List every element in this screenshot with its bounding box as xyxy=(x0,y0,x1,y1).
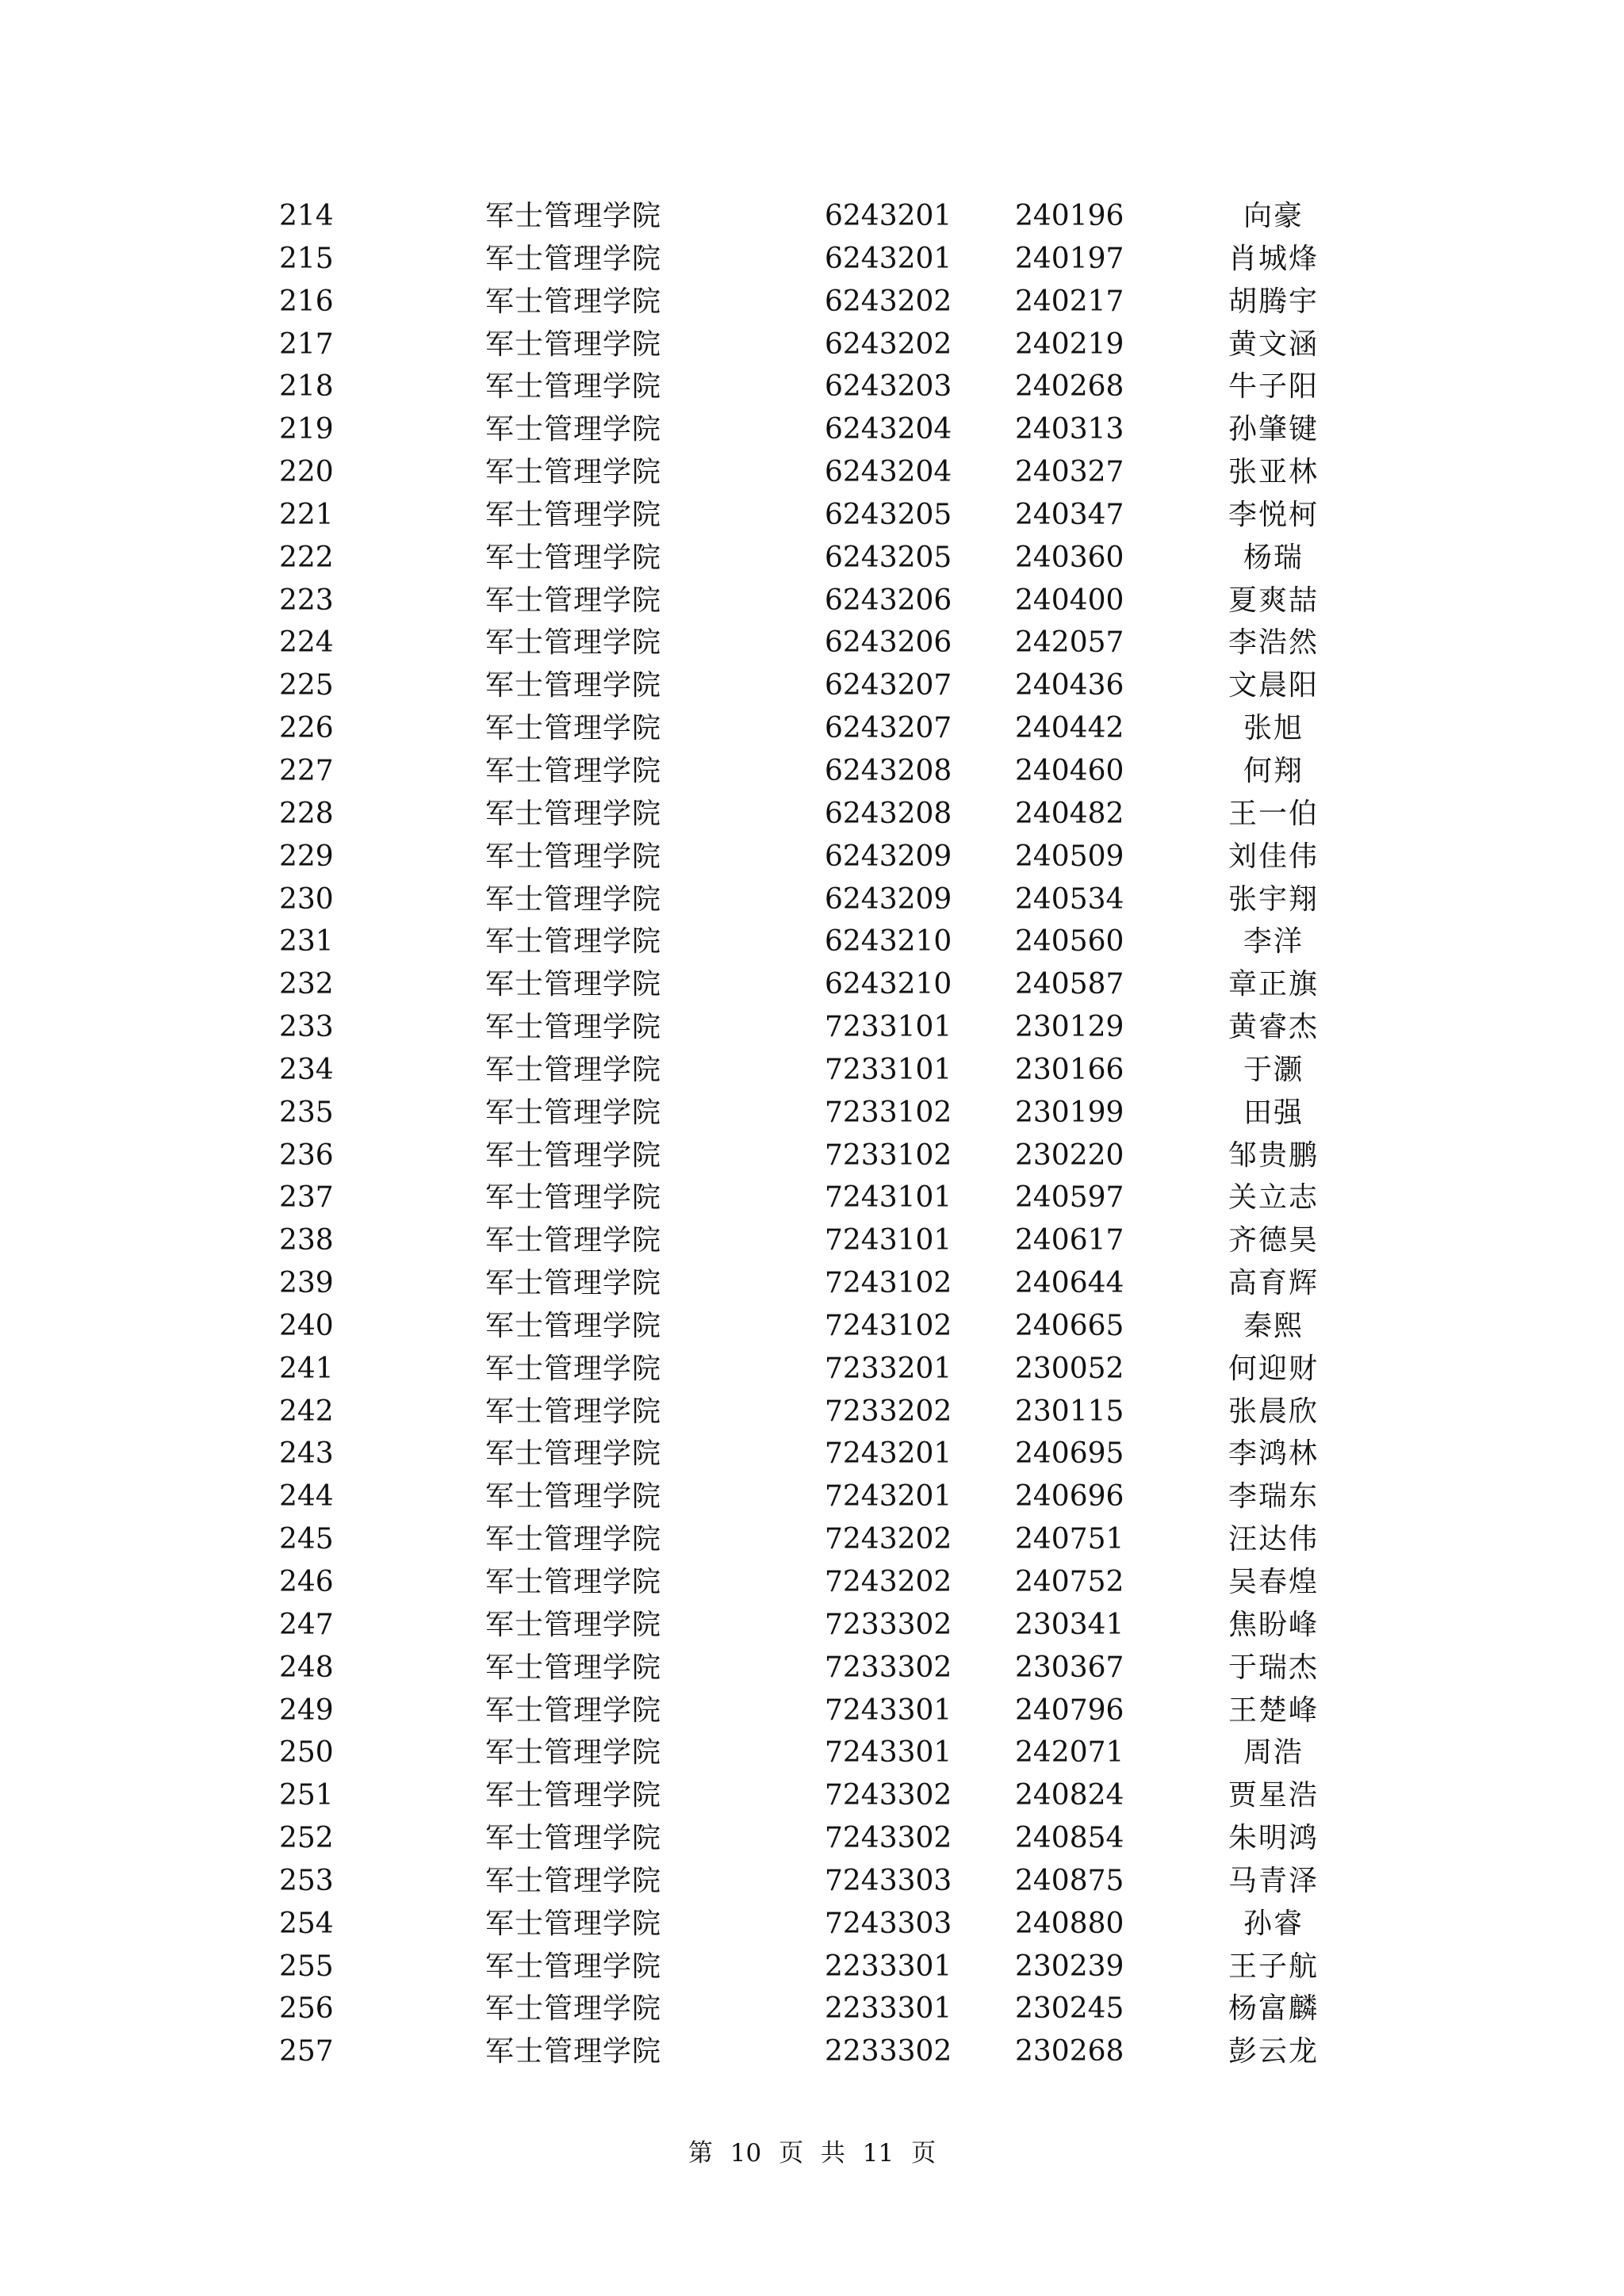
student-id-cell: 242071 xyxy=(1015,1736,1124,1770)
table-row xyxy=(0,238,1624,281)
student-id-cell: 240327 xyxy=(1015,456,1124,489)
class-code-cell: 7233302 xyxy=(825,1608,952,1641)
college-cell: 军士管理学院 xyxy=(485,370,662,404)
class-code-cell: 7243202 xyxy=(825,1523,952,1556)
footer-total-pages: 11 xyxy=(862,2139,894,2168)
college-cell: 军士管理学院 xyxy=(485,1053,662,1086)
student-id-cell: 240824 xyxy=(1015,1779,1124,1812)
student-name-cell: 田强 xyxy=(1243,1096,1304,1129)
student-name-cell: 邹贵鹏 xyxy=(1228,1138,1319,1172)
class-code-cell: 2233302 xyxy=(825,2035,952,2068)
student-id-cell: 240509 xyxy=(1015,840,1124,873)
table-row xyxy=(0,622,1624,664)
student-id-cell: 240875 xyxy=(1015,1864,1124,1897)
table-row xyxy=(0,836,1624,878)
college-cell: 军士管理学院 xyxy=(485,327,662,361)
row-number: 227 xyxy=(279,754,334,787)
class-code-cell: 6243206 xyxy=(825,626,952,660)
class-code-cell: 6243205 xyxy=(825,541,952,574)
table-row xyxy=(0,1305,1624,1348)
class-code-cell: 7243201 xyxy=(825,1437,952,1471)
student-id-cell: 240854 xyxy=(1015,1822,1124,1855)
student-id-cell: 240597 xyxy=(1015,1181,1124,1215)
student-name-cell: 李浩然 xyxy=(1228,626,1319,660)
college-cell: 军士管理学院 xyxy=(485,712,662,745)
class-code-cell: 6243203 xyxy=(825,370,952,404)
table-row xyxy=(0,878,1624,921)
student-id-cell: 240534 xyxy=(1015,882,1124,916)
footer-ye-2: 页 xyxy=(911,2139,936,2168)
student-id-cell: 240482 xyxy=(1015,797,1124,830)
student-name-cell: 刘佳伟 xyxy=(1228,840,1319,873)
college-cell: 军士管理学院 xyxy=(485,1651,662,1684)
student-name-cell: 张亚林 xyxy=(1228,456,1319,489)
table-row xyxy=(0,537,1624,580)
table-row xyxy=(0,1475,1624,1518)
student-name-cell: 高育辉 xyxy=(1228,1267,1319,1300)
table-row xyxy=(0,1219,1624,1262)
class-code-cell: 7243201 xyxy=(825,1480,952,1513)
roster-table xyxy=(0,195,1624,2073)
row-number: 237 xyxy=(279,1181,334,1215)
college-cell: 军士管理学院 xyxy=(485,1138,662,1172)
student-name-cell: 焦盼峰 xyxy=(1228,1608,1319,1641)
college-cell: 军士管理学院 xyxy=(485,498,662,531)
student-name-cell: 黄文涵 xyxy=(1228,327,1319,361)
student-id-cell: 240219 xyxy=(1015,327,1124,361)
table-row xyxy=(0,494,1624,537)
college-cell: 军士管理学院 xyxy=(485,413,662,446)
class-code-cell: 7243302 xyxy=(825,1822,952,1855)
student-id-cell: 242057 xyxy=(1015,626,1124,660)
table-row xyxy=(0,1006,1624,1049)
table-row xyxy=(0,1604,1624,1647)
row-number: 220 xyxy=(279,456,334,489)
student-name-cell: 李鸿林 xyxy=(1228,1437,1319,1471)
student-id-cell: 230129 xyxy=(1015,1011,1124,1044)
student-name-cell: 章正旗 xyxy=(1228,968,1319,1001)
student-id-cell: 230220 xyxy=(1015,1138,1124,1172)
table-row xyxy=(0,1135,1624,1177)
college-cell: 军士管理学院 xyxy=(485,200,662,232)
row-number: 238 xyxy=(279,1224,334,1257)
class-code-cell: 6243201 xyxy=(825,200,952,232)
student-name-cell: 张旭 xyxy=(1243,712,1304,745)
table-row xyxy=(0,750,1624,793)
student-id-cell: 240587 xyxy=(1015,968,1124,1001)
row-number: 245 xyxy=(279,1523,334,1556)
class-code-cell: 7233201 xyxy=(825,1352,952,1385)
student-id-cell: 240217 xyxy=(1015,285,1124,318)
college-cell: 军士管理学院 xyxy=(485,242,662,275)
class-code-cell: 6243210 xyxy=(825,968,952,1001)
college-cell: 军士管理学院 xyxy=(485,797,662,830)
student-id-cell: 240360 xyxy=(1015,541,1124,574)
student-id-cell: 240644 xyxy=(1015,1267,1124,1300)
table-row xyxy=(0,365,1624,408)
student-name-cell: 牛子阳 xyxy=(1228,370,1319,404)
class-code-cell: 6243208 xyxy=(825,754,952,787)
college-cell: 军士管理学院 xyxy=(485,1864,662,1897)
college-cell: 军士管理学院 xyxy=(485,1523,662,1556)
student-id-cell: 240560 xyxy=(1015,925,1124,959)
student-name-cell: 贾星浩 xyxy=(1228,1779,1319,1812)
class-code-cell: 7233302 xyxy=(825,1651,952,1684)
table-row xyxy=(0,1647,1624,1689)
table-row xyxy=(0,1689,1624,1732)
footer-gong: 共 xyxy=(820,2139,845,2168)
student-name-cell: 孙睿 xyxy=(1243,1907,1304,1940)
student-name-cell: 向豪 xyxy=(1243,200,1304,232)
student-name-cell: 胡腾宇 xyxy=(1228,285,1319,318)
table-row xyxy=(0,1860,1624,1903)
class-code-cell: 6243209 xyxy=(825,840,952,873)
row-number: 242 xyxy=(279,1395,334,1428)
row-number: 254 xyxy=(279,1907,334,1940)
student-id-cell: 240313 xyxy=(1015,413,1124,446)
class-code-cell: 7233102 xyxy=(825,1096,952,1129)
table-row xyxy=(0,1817,1624,1860)
student-name-cell: 李瑞东 xyxy=(1228,1480,1319,1513)
class-code-cell: 6243207 xyxy=(825,712,952,745)
college-cell: 军士管理学院 xyxy=(485,285,662,318)
college-cell: 军士管理学院 xyxy=(485,754,662,787)
row-number: 231 xyxy=(279,925,334,959)
college-cell: 军士管理学院 xyxy=(485,882,662,916)
table-row xyxy=(0,1988,1624,2030)
class-code-cell: 6243206 xyxy=(825,584,952,617)
table-row xyxy=(0,1433,1624,1475)
row-number: 228 xyxy=(279,797,334,830)
class-code-cell: 7233101 xyxy=(825,1011,952,1044)
student-name-cell: 李悦柯 xyxy=(1228,498,1319,531)
row-number: 226 xyxy=(279,712,334,745)
student-id-cell: 230115 xyxy=(1015,1395,1124,1428)
student-id-cell: 240197 xyxy=(1015,242,1124,275)
class-code-cell: 2233301 xyxy=(825,1950,952,1983)
student-name-cell: 汪达伟 xyxy=(1228,1523,1319,1556)
student-id-cell: 230052 xyxy=(1015,1352,1124,1385)
table-row xyxy=(0,1946,1624,1988)
table-row xyxy=(0,281,1624,323)
table-row xyxy=(0,1177,1624,1219)
table-row xyxy=(0,1518,1624,1561)
row-number: 255 xyxy=(279,1950,334,1983)
student-name-cell: 秦熙 xyxy=(1243,1309,1304,1342)
student-name-cell: 朱明鸿 xyxy=(1228,1822,1319,1855)
student-id-cell: 240752 xyxy=(1015,1566,1124,1598)
student-id-cell: 240617 xyxy=(1015,1224,1124,1257)
table-row xyxy=(0,664,1624,707)
class-code-cell: 2233301 xyxy=(825,1992,952,2026)
student-name-cell: 杨瑞 xyxy=(1243,541,1304,574)
student-name-cell: 王子航 xyxy=(1228,1950,1319,1983)
row-number: 225 xyxy=(279,669,334,702)
student-name-cell: 关立志 xyxy=(1228,1181,1319,1215)
row-number: 235 xyxy=(279,1096,334,1129)
footer-page-number: 10 xyxy=(730,2139,762,2168)
table-row xyxy=(0,2030,1624,2073)
college-cell: 军士管理学院 xyxy=(485,626,662,660)
row-number: 240 xyxy=(279,1309,334,1342)
student-name-cell: 王一伯 xyxy=(1228,797,1319,830)
table-row xyxy=(0,1561,1624,1604)
row-number: 252 xyxy=(279,1822,334,1855)
college-cell: 军士管理学院 xyxy=(485,1992,662,2026)
table-row xyxy=(0,920,1624,963)
student-name-cell: 杨富麟 xyxy=(1228,1992,1319,2026)
row-number: 234 xyxy=(279,1053,334,1086)
college-cell: 军士管理学院 xyxy=(485,1352,662,1385)
row-number: 224 xyxy=(279,626,334,660)
student-id-cell: 240880 xyxy=(1015,1907,1124,1940)
class-code-cell: 6243204 xyxy=(825,456,952,489)
table-row xyxy=(0,793,1624,836)
college-cell: 军士管理学院 xyxy=(485,1779,662,1812)
student-id-cell: 230341 xyxy=(1015,1608,1124,1641)
college-cell: 军士管理学院 xyxy=(485,584,662,617)
class-code-cell: 7233101 xyxy=(825,1053,952,1086)
student-name-cell: 文晨阳 xyxy=(1228,669,1319,702)
row-number: 216 xyxy=(279,285,334,318)
college-cell: 军士管理学院 xyxy=(485,1224,662,1257)
footer-ye: 页 xyxy=(779,2139,804,2168)
class-code-cell: 7243302 xyxy=(825,1779,952,1812)
student-id-cell: 240796 xyxy=(1015,1693,1124,1727)
class-code-cell: 6243208 xyxy=(825,797,952,830)
student-id-cell: 240460 xyxy=(1015,754,1124,787)
student-id-cell: 240436 xyxy=(1015,669,1124,702)
student-id-cell: 240442 xyxy=(1015,712,1124,745)
row-number: 251 xyxy=(279,1779,334,1812)
class-code-cell: 7243303 xyxy=(825,1907,952,1940)
college-cell: 军士管理学院 xyxy=(485,541,662,574)
row-number: 215 xyxy=(279,242,334,275)
row-number: 221 xyxy=(279,498,334,531)
table-row xyxy=(0,1903,1624,1946)
college-cell: 军士管理学院 xyxy=(485,1096,662,1129)
page-footer xyxy=(0,2137,1624,2169)
class-code-cell: 6243207 xyxy=(825,669,952,702)
college-cell: 军士管理学院 xyxy=(485,968,662,1001)
row-number: 244 xyxy=(279,1480,334,1513)
table-row xyxy=(0,580,1624,622)
class-code-cell: 7233202 xyxy=(825,1395,952,1428)
student-id-cell: 230239 xyxy=(1015,1950,1124,1983)
college-cell: 军士管理学院 xyxy=(485,1950,662,1983)
class-code-cell: 7243102 xyxy=(825,1309,952,1342)
row-number: 250 xyxy=(279,1736,334,1770)
student-id-cell: 240751 xyxy=(1015,1523,1124,1556)
college-cell: 军士管理学院 xyxy=(485,1309,662,1342)
row-number: 218 xyxy=(279,370,334,404)
table-row xyxy=(0,1774,1624,1817)
table-row xyxy=(0,408,1624,451)
table-row xyxy=(0,323,1624,366)
student-id-cell: 240696 xyxy=(1015,1480,1124,1513)
row-number: 257 xyxy=(279,2035,334,2068)
student-id-cell: 240400 xyxy=(1015,584,1124,617)
class-code-cell: 6243201 xyxy=(825,242,952,275)
student-name-cell: 黄睿杰 xyxy=(1228,1011,1319,1044)
table-row xyxy=(0,195,1624,238)
student-name-cell: 夏爽喆 xyxy=(1228,584,1319,617)
college-cell: 军士管理学院 xyxy=(485,456,662,489)
row-number: 247 xyxy=(279,1608,334,1641)
college-cell: 军士管理学院 xyxy=(485,1693,662,1727)
student-id-cell: 240347 xyxy=(1015,498,1124,531)
footer-di: 第 xyxy=(688,2139,713,2168)
student-name-cell: 王楚峰 xyxy=(1228,1693,1319,1727)
student-id-cell: 240196 xyxy=(1015,200,1124,232)
class-code-cell: 6243205 xyxy=(825,498,952,531)
row-number: 253 xyxy=(279,1864,334,1897)
class-code-cell: 7243303 xyxy=(825,1864,952,1897)
student-name-cell: 于灏 xyxy=(1243,1053,1304,1086)
table-row xyxy=(0,1049,1624,1092)
college-cell: 军士管理学院 xyxy=(485,1480,662,1513)
row-number: 233 xyxy=(279,1011,334,1044)
class-code-cell: 7243301 xyxy=(825,1736,952,1770)
student-name-cell: 吴春煌 xyxy=(1228,1566,1319,1598)
college-cell: 军士管理学院 xyxy=(485,1566,662,1598)
class-code-cell: 6243209 xyxy=(825,882,952,916)
row-number: 248 xyxy=(279,1651,334,1684)
college-cell: 军士管理学院 xyxy=(485,1437,662,1471)
student-name-cell: 周浩 xyxy=(1243,1736,1304,1770)
table-row xyxy=(0,1732,1624,1774)
class-code-cell: 7243101 xyxy=(825,1181,952,1215)
class-code-cell: 7243102 xyxy=(825,1267,952,1300)
class-code-cell: 6243210 xyxy=(825,925,952,959)
class-code-cell: 6243202 xyxy=(825,285,952,318)
student-id-cell: 230268 xyxy=(1015,2035,1124,2068)
student-id-cell: 230166 xyxy=(1015,1053,1124,1086)
student-id-cell: 230245 xyxy=(1015,1992,1124,2026)
college-cell: 军士管理学院 xyxy=(485,669,662,702)
row-number: 241 xyxy=(279,1352,334,1385)
row-number: 223 xyxy=(279,584,334,617)
student-name-cell: 齐德昊 xyxy=(1228,1224,1319,1257)
student-name-cell: 张宇翔 xyxy=(1228,882,1319,916)
row-number: 217 xyxy=(279,327,334,361)
table-row xyxy=(0,707,1624,750)
student-name-cell: 张晨欣 xyxy=(1228,1395,1319,1428)
table-row xyxy=(0,963,1624,1006)
table-row xyxy=(0,1391,1624,1433)
student-name-cell: 孙肇键 xyxy=(1228,413,1319,446)
college-cell: 军士管理学院 xyxy=(485,840,662,873)
row-number: 219 xyxy=(279,413,334,446)
row-number: 229 xyxy=(279,840,334,873)
student-id-cell: 230367 xyxy=(1015,1651,1124,1684)
table-row xyxy=(0,1262,1624,1305)
student-name-cell: 于瑞杰 xyxy=(1228,1651,1319,1684)
class-code-cell: 6243202 xyxy=(825,327,952,361)
college-cell: 军士管理学院 xyxy=(485,2035,662,2068)
row-number: 249 xyxy=(279,1693,334,1727)
college-cell: 军士管理学院 xyxy=(485,1395,662,1428)
college-cell: 军士管理学院 xyxy=(485,1907,662,1940)
class-code-cell: 7233102 xyxy=(825,1138,952,1172)
row-number: 230 xyxy=(279,882,334,916)
student-id-cell: 240268 xyxy=(1015,370,1124,404)
row-number: 243 xyxy=(279,1437,334,1471)
student-id-cell: 240665 xyxy=(1015,1309,1124,1342)
row-number: 222 xyxy=(279,541,334,574)
class-code-cell: 7243101 xyxy=(825,1224,952,1257)
student-name-cell: 马青泽 xyxy=(1228,1864,1319,1897)
college-cell: 军士管理学院 xyxy=(485,1736,662,1770)
student-name-cell: 何迎财 xyxy=(1228,1352,1319,1385)
table-row xyxy=(0,1092,1624,1135)
student-name-cell: 李洋 xyxy=(1243,925,1304,959)
college-cell: 军士管理学院 xyxy=(485,1608,662,1641)
table-row xyxy=(0,451,1624,494)
class-code-cell: 6243204 xyxy=(825,413,952,446)
row-number: 232 xyxy=(279,968,334,1001)
row-number: 214 xyxy=(279,200,334,232)
college-cell: 军士管理学院 xyxy=(485,1267,662,1300)
student-id-cell: 240695 xyxy=(1015,1437,1124,1471)
table-row xyxy=(0,1348,1624,1391)
class-code-cell: 7243202 xyxy=(825,1566,952,1598)
college-cell: 军士管理学院 xyxy=(485,1822,662,1855)
row-number: 246 xyxy=(279,1566,334,1598)
student-name-cell: 何翔 xyxy=(1243,754,1304,787)
college-cell: 军士管理学院 xyxy=(485,925,662,959)
student-name-cell: 彭云龙 xyxy=(1228,2035,1319,2068)
college-cell: 军士管理学院 xyxy=(485,1011,662,1044)
row-number: 256 xyxy=(279,1992,334,2026)
student-id-cell: 230199 xyxy=(1015,1096,1124,1129)
row-number: 239 xyxy=(279,1267,334,1300)
row-number: 236 xyxy=(279,1138,334,1172)
student-name-cell: 肖城烽 xyxy=(1228,242,1319,275)
college-cell: 军士管理学院 xyxy=(485,1181,662,1215)
class-code-cell: 7243301 xyxy=(825,1693,952,1727)
